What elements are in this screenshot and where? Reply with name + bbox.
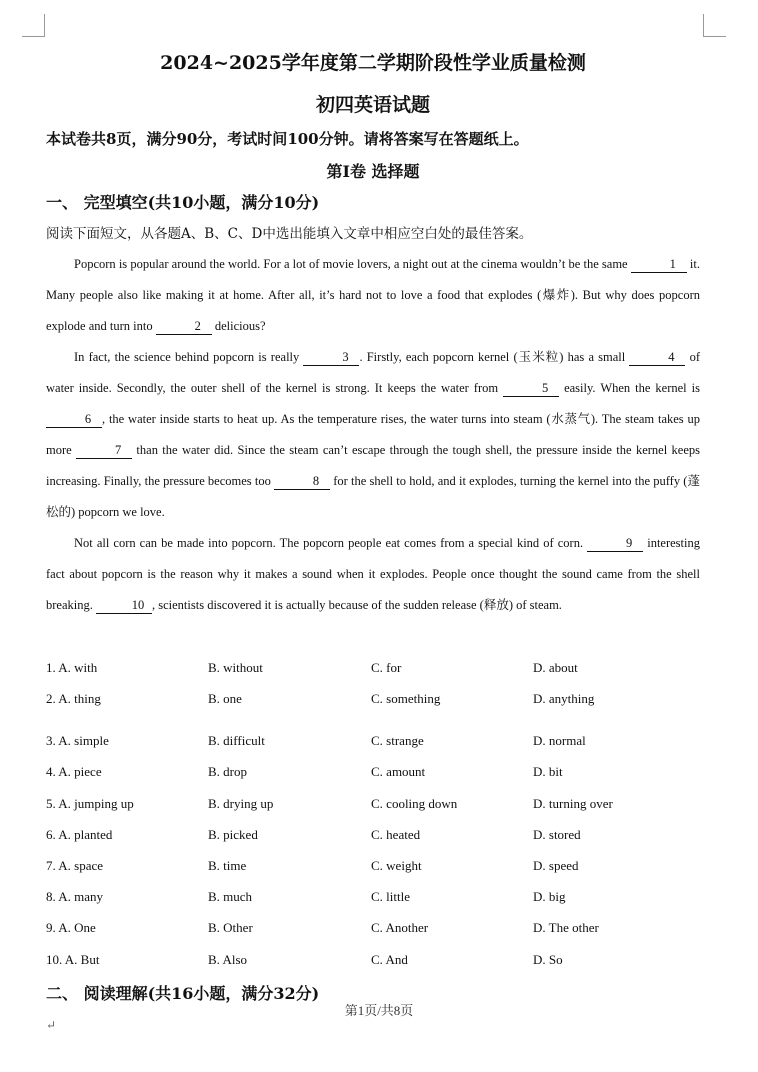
option-b: B. Other <box>208 920 253 935</box>
option-a: 4. A. piece <box>46 764 102 779</box>
option-a: 6. A. planted <box>46 827 113 842</box>
option-d: D. normal <box>533 733 586 748</box>
passage-paragraph-1 <box>46 249 700 342</box>
blank-3: 3 <box>303 349 359 366</box>
option-c: C. And <box>371 952 408 967</box>
option-row-5 <box>46 796 700 816</box>
option-c: C. something <box>371 691 441 706</box>
crop-mark-top-right <box>703 14 726 37</box>
blank-5: 5 <box>503 380 559 397</box>
option-row-3 <box>46 733 700 753</box>
blank-6: 6 <box>46 411 102 428</box>
option-row-6 <box>46 827 700 847</box>
option-a: 5. A. jumping up <box>46 796 134 811</box>
exam-title: 2024~2025学年度第二学期阶段性学业质量检测 <box>160 52 586 74</box>
option-c: C. weight <box>371 858 422 873</box>
blank-9: 9 <box>587 535 643 552</box>
option-d: D. about <box>533 660 578 675</box>
passage-text: easily. When the kernel is <box>559 381 700 395</box>
passage-text: Not all corn can be made into popcorn. The popcorn people eat comes from a special kind of corn. <box>74 536 588 550</box>
option-d: D. big <box>533 889 566 904</box>
option-b: B. without <box>208 660 263 675</box>
option-a: 8. A. many <box>46 889 104 904</box>
passage-text: than the water did. Since the steam can’t escape through the tough shell, the pressure inside the kernel keeps increasing. Finally, the pressure becomes too <box>46 443 700 488</box>
part-title: 第Ⅰ卷 选择题 <box>326 162 420 181</box>
option-row-1 <box>46 660 700 680</box>
option-row-7 <box>46 858 700 878</box>
paragraph-mark-icon: ↵ <box>46 1018 57 1032</box>
crop-mark-top-left <box>22 14 45 37</box>
option-a: 1. A. with <box>46 660 98 675</box>
blank-10: 10 <box>96 597 152 614</box>
option-a: 2. A. thing <box>46 691 101 706</box>
passage-text: for the shell to hold, and it explodes, turning the kernel into the puffy (蓬松的) popcorn we love. <box>46 474 700 519</box>
exam-subtitle: 初四英语试题 <box>315 94 430 116</box>
option-a: 9. A. One <box>46 920 96 935</box>
option-b: B. drying up <box>208 796 274 811</box>
passage-text: delicious? <box>211 319 266 333</box>
page-footer: 第1页/共8页 <box>344 1003 414 1018</box>
exam-note: 本试卷共8页，满分90分，考试时间100分钟。请将答案写在答题纸上。 <box>46 130 529 148</box>
passage-text: interesting fact about popcorn is the reason why it makes a sound when it explodes. People once thought the sound came from the shell breaking. <box>46 536 700 612</box>
option-d: D. anything <box>533 691 595 706</box>
section-instruction: 阅读下面短文，从各题A、B、C、D中选出能填入文章中相应空白处的最佳答案。 <box>46 226 533 242</box>
option-b: B. picked <box>208 827 258 842</box>
option-d: D. So <box>533 952 563 967</box>
blank-7: 7 <box>76 442 132 459</box>
option-b: B. Also <box>208 952 248 967</box>
option-row-4 <box>46 764 700 784</box>
option-row-10 <box>46 952 700 972</box>
option-d: D. speed <box>533 858 579 873</box>
passage-text: , the water inside starts to heat up. As the temperature rises, the water turns into steam (水蒸气). The steam takes up more <box>46 412 700 457</box>
option-c: C. Another <box>371 920 429 935</box>
passage-text: , scientists discovered it is actually because of the sudden release (释放) of steam. <box>151 598 562 612</box>
blank-8: 8 <box>274 473 330 490</box>
option-b: B. drop <box>208 764 247 779</box>
blank-2: 2 <box>156 318 212 335</box>
passage-text: . Firstly, each popcorn kernel (玉米粒) has a small <box>359 350 630 364</box>
option-c: C. heated <box>371 827 421 842</box>
option-d: D. turning over <box>533 796 613 811</box>
passage-text: In fact, the science behind popcorn is really <box>74 350 304 364</box>
option-d: D. The other <box>533 920 599 935</box>
passage-text: Popcorn is popular around the world. For a lot of movie lovers, a night out at the cinema wouldn’t be the same <box>74 257 631 271</box>
option-a: 7. A. space <box>46 858 104 873</box>
section-heading-reading: 二、 阅读理解(共16小题，满分32分) <box>46 984 320 1003</box>
option-c: C. for <box>371 660 402 675</box>
option-b: B. difficult <box>208 733 265 748</box>
option-c: C. strange <box>371 733 424 748</box>
option-row-9 <box>46 920 700 940</box>
passage-text: of water inside. Secondly, the outer shell of the kernel is strong. It keeps the water from <box>46 350 700 395</box>
option-c: C. little <box>371 889 410 904</box>
option-a: 3. A. simple <box>46 733 109 748</box>
blank-1: 1 <box>631 256 687 273</box>
option-c: C. cooling down <box>371 796 458 811</box>
option-row-8 <box>46 889 700 909</box>
option-d: D. stored <box>533 827 581 842</box>
option-a: 10. A. But <box>46 952 100 967</box>
option-d: D. bit <box>533 764 563 779</box>
option-b: B. time <box>208 858 247 873</box>
section-heading-cloze: 一、 完型填空(共10小题，满分10分) <box>46 193 320 212</box>
option-b: B. much <box>208 889 253 904</box>
cloze-passage <box>46 249 700 621</box>
option-b: B. one <box>208 691 242 706</box>
passage-text: it. Many people also like making it at home. After all, it’s hard not to love a food that explodes (爆炸). But why does popcorn explode and turn into <box>46 257 701 333</box>
option-c: C. amount <box>371 764 426 779</box>
passage-paragraph-2 <box>46 342 700 528</box>
blank-4: 4 <box>629 349 685 366</box>
passage-paragraph-3 <box>46 528 700 621</box>
option-row-2 <box>46 691 700 711</box>
